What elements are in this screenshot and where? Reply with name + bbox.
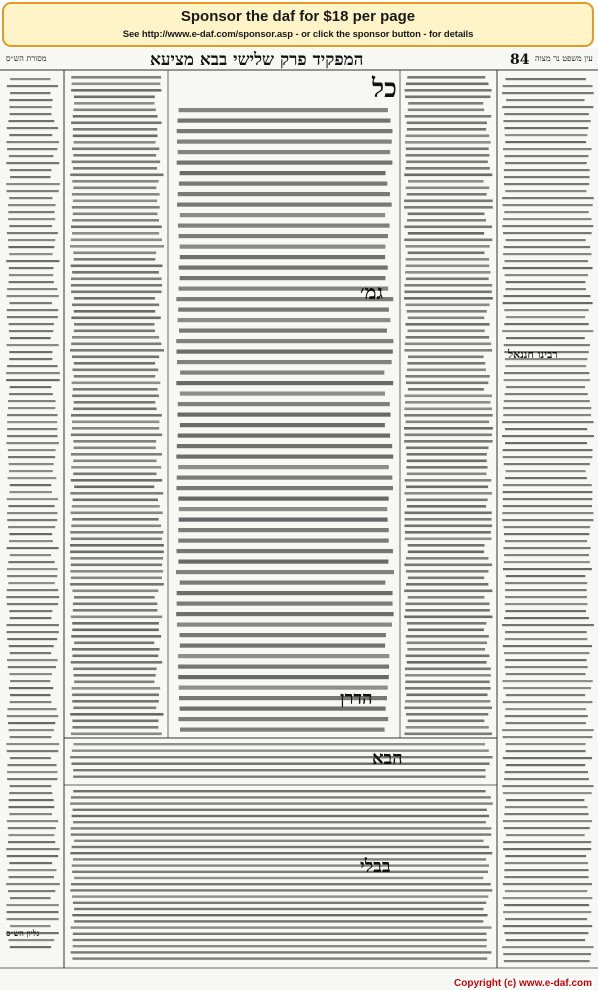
talmud-page-scan — [0, 48, 598, 990]
mishnah-marker: כל — [372, 74, 397, 104]
sponsor-title[interactable]: Sponsor the daf for $18 per page — [180, 8, 416, 25]
gilyon-label: גליון הש״ס — [6, 928, 40, 938]
rashi-label: רבינו חננאל — [508, 348, 558, 361]
copyright-notice: Copyright (c) www.e-daf.com — [454, 978, 592, 989]
right-margin-header: עין משפט נר מצוה — [535, 54, 593, 63]
talmud-page-image — [0, 48, 598, 990]
gemara-marker: גמ׳ — [360, 280, 384, 304]
bavli-marker: בבלי — [360, 856, 391, 877]
sponsor-banner[interactable] — [2, 2, 594, 47]
mishnah-opening: הבא — [372, 748, 403, 769]
sponsor-details-link[interactable]: See http://www.e-daf.com/sponsor.asp - or click the sponsor button - for details — [122, 29, 474, 40]
page-header-title: המפקיד פרק שלישי בבא מציעא — [150, 50, 364, 70]
hadran-marker: הדרן — [340, 688, 373, 709]
page-number: 84 — [510, 52, 530, 68]
left-margin-header: מסורת הש״ס — [6, 54, 47, 63]
